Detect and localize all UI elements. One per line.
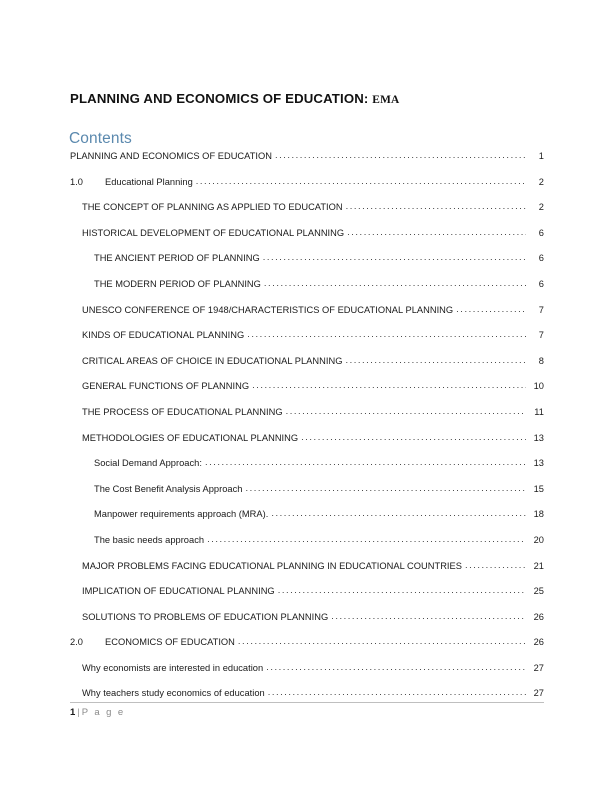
- toc-entry[interactable]: [70, 251, 544, 277]
- toc-entry-page-number: 21: [533, 560, 544, 571]
- toc-entry-label: THE MODERN PERIOD OF PLANNING: [94, 278, 261, 289]
- page-footer: [70, 707, 125, 718]
- toc-entry[interactable]: [70, 149, 544, 175]
- toc-entry-page-number: 27: [533, 688, 544, 699]
- toc-entry-label: GENERAL FUNCTIONS OF PLANNING: [82, 381, 250, 392]
- toc-dot-leader: [301, 431, 526, 441]
- footer-page-number: 1: [70, 707, 76, 718]
- footer-separator: |: [77, 707, 80, 718]
- toc-entry-page-number: 6: [538, 253, 544, 264]
- toc-dot-leader: [266, 661, 526, 671]
- toc-dot-leader: [264, 277, 526, 287]
- toc-dot-leader: [346, 200, 526, 210]
- toc-entry-label: PLANNING AND ECONOMICS OF EDUCATION: [70, 151, 272, 161]
- toc-dot-leader: [263, 251, 526, 261]
- toc-entry-label: IMPLICATION OF EDUCATIONAL PLANNING: [82, 586, 275, 597]
- toc-entry-label: CRITICAL AREAS OF CHOICE IN EDUCATIONAL PLANNING: [82, 355, 343, 366]
- toc-entry-page-number: 7: [538, 304, 544, 315]
- toc-entry[interactable]: [70, 482, 544, 508]
- toc-entry[interactable]: [70, 456, 544, 482]
- toc-entry-label: THE CONCEPT OF PLANNING AS APPLIED TO EDUCATION: [82, 202, 343, 213]
- toc-entry[interactable]: [70, 635, 544, 661]
- toc-entry[interactable]: [70, 354, 544, 380]
- toc-entry-page-number: 15: [533, 483, 544, 494]
- toc-entry-page-number: 26: [533, 611, 544, 622]
- toc-entry-page-number: 13: [533, 432, 544, 443]
- toc-dot-leader: [245, 482, 526, 492]
- document-title-subject: EMA: [372, 94, 400, 106]
- toc-entry-page-number: 1: [538, 151, 544, 161]
- toc-entry-page-number: 25: [533, 586, 544, 597]
- toc-entry-page-number: 2: [538, 202, 544, 213]
- toc-entry-label: Social Demand Approach:: [94, 458, 202, 469]
- toc-entry[interactable]: [70, 533, 544, 559]
- toc-entry-page-number: 7: [538, 330, 544, 341]
- footer-page-word: P a g e: [81, 707, 125, 718]
- toc-dot-leader: [278, 584, 526, 594]
- toc-entry-page-number: 20: [533, 534, 544, 545]
- toc-dot-leader: [286, 405, 526, 415]
- toc-dot-leader: [247, 328, 526, 338]
- toc-dot-leader: [275, 149, 526, 159]
- toc-entry-label: MAJOR PROBLEMS FACING EDUCATIONAL PLANNING IN EDUCATIONAL COUNTRIES: [82, 560, 462, 571]
- toc-entry[interactable]: [70, 303, 544, 329]
- toc-entry-number: 1.0: [70, 176, 83, 187]
- toc-entry-label: The basic needs approach: [94, 534, 205, 545]
- toc-entry[interactable]: [70, 559, 544, 585]
- toc-dot-leader: [456, 303, 526, 313]
- toc-dot-leader: [271, 507, 526, 517]
- toc-entry[interactable]: [70, 328, 544, 354]
- toc-entry[interactable]: [70, 610, 544, 636]
- toc-entry-page-number: 26: [533, 637, 544, 648]
- toc-entry-page-number: 11: [534, 406, 544, 417]
- toc-entry-label: KINDS OF EDUCATIONAL PLANNING: [82, 330, 245, 341]
- toc-entry[interactable]: [70, 431, 544, 457]
- toc-entry-label: THE ANCIENT PERIOD OF PLANNING: [94, 253, 260, 264]
- toc-dot-leader: [268, 686, 526, 696]
- toc-entry-label: Educational Planning: [105, 176, 193, 187]
- toc-entry-label: THE PROCESS OF EDUCATIONAL PLANNING: [82, 406, 283, 417]
- toc-entry-label: Why economists are interested in education: [82, 662, 264, 673]
- toc-entry-label: UNESCO CONFERENCE OF 1948/CHARACTERISTICS OF EDUCATIONAL PLANNING: [82, 304, 454, 315]
- toc-entry[interactable]: [70, 686, 544, 712]
- toc-entry[interactable]: [70, 507, 544, 533]
- toc-entry-number: 2.0: [70, 637, 83, 648]
- toc-entry[interactable]: [70, 405, 544, 431]
- document-title-main: PLANNING AND ECONOMICS OF EDUCATION:: [70, 91, 369, 106]
- toc-entry-label: The Cost Benefit Analysis Approach: [94, 483, 243, 494]
- toc-entry[interactable]: [70, 584, 544, 610]
- toc-entry-page-number: 2: [538, 176, 544, 187]
- toc-dot-leader: [345, 354, 526, 364]
- toc-entry-page-number: 8: [538, 355, 544, 366]
- toc-dot-leader: [196, 175, 526, 185]
- toc-entry-label: Why teachers study economics of education: [82, 688, 265, 699]
- toc-entry-page-number: 6: [538, 227, 544, 238]
- toc-entry-page-number: 18: [533, 509, 544, 520]
- toc-entry-label: ECONOMICS OF EDUCATION: [105, 637, 235, 648]
- toc-dot-leader: [331, 610, 526, 620]
- toc-entry-label: METHODOLOGIES OF EDUCATIONAL PLANNING: [82, 432, 299, 443]
- toc-dot-leader: [347, 226, 526, 236]
- toc-dot-leader: [205, 456, 526, 466]
- toc-entry-page-number: 13: [533, 458, 544, 469]
- toc-dot-leader: [252, 379, 526, 389]
- toc-entry-page-number: 6: [538, 278, 544, 289]
- toc-dot-leader: [207, 533, 526, 543]
- toc-dot-leader: [238, 635, 526, 645]
- toc-entry[interactable]: [70, 661, 544, 687]
- toc-entry-label: SOLUTIONS TO PROBLEMS OF EDUCATION PLANNING: [82, 611, 329, 622]
- toc-entry[interactable]: [70, 379, 544, 405]
- toc-entry[interactable]: [70, 175, 544, 201]
- toc-entry-label: HISTORICAL DEVELOPMENT OF EDUCATIONAL PLANNING: [82, 227, 345, 238]
- toc-entry-page-number: 27: [533, 662, 544, 673]
- toc-entry-page-number: 10: [533, 381, 544, 392]
- table-of-contents: [70, 149, 544, 712]
- toc-dot-leader: [465, 559, 526, 569]
- footer-divider: [70, 702, 544, 703]
- document-title: [70, 91, 399, 106]
- toc-entry-label: Manpower requirements approach (MRA).: [94, 509, 269, 520]
- contents-heading: Contents: [69, 130, 132, 147]
- toc-entry[interactable]: [70, 200, 544, 226]
- toc-entry[interactable]: [70, 277, 544, 303]
- toc-entry[interactable]: [70, 226, 544, 252]
